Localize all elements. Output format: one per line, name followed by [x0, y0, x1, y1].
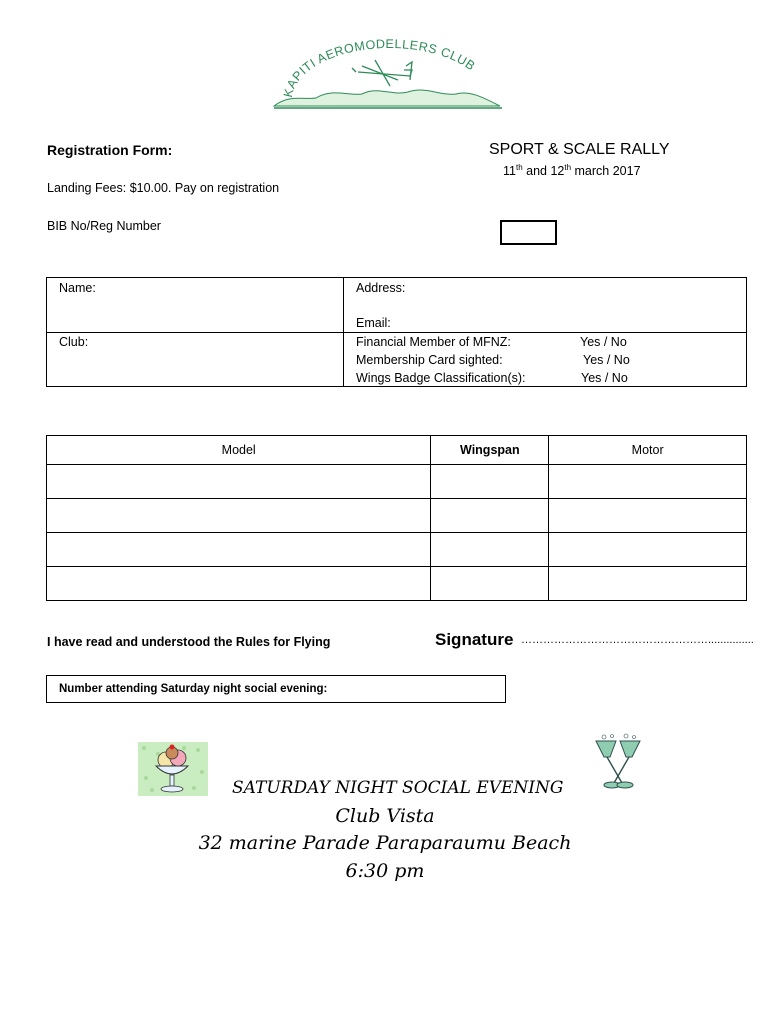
- champagne-glasses-icon: [592, 733, 644, 795]
- social-evening-title: SATURDAY NIGHT SOCIAL EVENING: [232, 778, 564, 798]
- wings-options[interactable]: Yes / No: [581, 371, 628, 385]
- club-field[interactable]: Club:: [59, 335, 89, 349]
- column-header-model: Model: [47, 436, 431, 465]
- bib-label: BIB No/Reg Number: [47, 219, 161, 233]
- table-row: [47, 499, 747, 533]
- card-label: Membership Card sighted:: [356, 353, 503, 367]
- motor-cell[interactable]: [549, 465, 747, 499]
- column-header-motor: Motor: [549, 436, 747, 465]
- event-title: SPORT & SCALE RALLY: [489, 141, 670, 158]
- model-cell[interactable]: [47, 533, 431, 567]
- mfnz-label: Financial Member of MFNZ:: [356, 335, 511, 349]
- attendance-label: Number attending Saturday night social evening:: [59, 683, 328, 695]
- address-field[interactable]: Address:: [356, 281, 406, 295]
- wingspan-cell[interactable]: [431, 533, 549, 567]
- ice-cream-sundae-icon: [138, 742, 208, 796]
- table-row: [47, 465, 747, 499]
- column-header-wingspan: Wingspan: [431, 436, 549, 465]
- signature-line[interactable]: ……………………………………………...............: [521, 634, 754, 646]
- card-options[interactable]: Yes / No: [583, 353, 630, 367]
- motor-cell[interactable]: [549, 567, 747, 601]
- rules-declaration: I have read and understood the Rules for Flying: [47, 635, 331, 649]
- wingspan-cell[interactable]: [431, 465, 549, 499]
- social-venue: Club Vista: [335, 805, 435, 827]
- table-header-row: [47, 436, 747, 465]
- table-row: [47, 567, 747, 601]
- motor-cell[interactable]: [549, 499, 747, 533]
- social-address: 32 marine Parade Paraparaumu Beach: [198, 832, 572, 854]
- registrant-info-table: [46, 277, 747, 387]
- bib-input-box[interactable]: [500, 220, 557, 245]
- signature-label: Signature: [435, 630, 514, 649]
- event-dates: 11th and 12th march 2017: [503, 163, 641, 179]
- model-cell[interactable]: [47, 499, 431, 533]
- mfnz-options[interactable]: Yes / No: [580, 335, 627, 349]
- social-time: 6:30 pm: [345, 860, 425, 882]
- club-logo: [270, 36, 506, 114]
- email-field[interactable]: Email:: [356, 316, 391, 330]
- table-divider: [47, 332, 746, 333]
- attendance-box[interactable]: [46, 675, 506, 703]
- wingspan-cell[interactable]: [431, 567, 549, 601]
- model-cell[interactable]: [47, 567, 431, 601]
- models-table: [46, 435, 747, 601]
- model-cell[interactable]: [47, 465, 431, 499]
- svg-text:KAPITI AEROMODELLERS CLUB: KAPITI AEROMODELLERS CLUB: [280, 36, 478, 99]
- name-field[interactable]: Name:: [59, 281, 96, 295]
- form-title: Registration Form:: [47, 142, 173, 158]
- table-row: [47, 533, 747, 567]
- wingspan-cell[interactable]: [431, 499, 549, 533]
- motor-cell[interactable]: [549, 533, 747, 567]
- wings-label: Wings Badge Classification(s):: [356, 371, 526, 385]
- landing-fees: Landing Fees: $10.00. Pay on registration: [47, 181, 280, 195]
